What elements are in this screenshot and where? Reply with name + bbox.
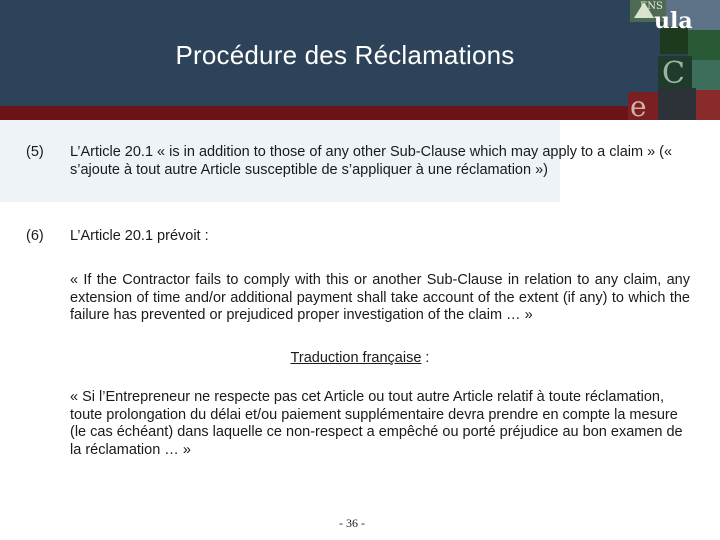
- logo-tile: [692, 60, 720, 90]
- logo-mark: e: [630, 90, 647, 123]
- translation-heading: [0, 350, 720, 366]
- logo-mark: ula: [654, 8, 693, 34]
- item-number: (5): [26, 144, 44, 160]
- item-number: (6): [26, 228, 44, 244]
- logo-tile: [696, 90, 720, 120]
- item-text: L’Article 20.1 prévoit :: [70, 228, 209, 244]
- logo-tile: [658, 88, 696, 120]
- translation-label: Traduction française: [290, 350, 422, 366]
- logo-mosaic: [628, 0, 720, 123]
- quote-french: « Si l’Entrepreneur ne respecte pas cet Article ou tout autre Article relatif à toute réclamation, toute prolongation du délai et/ou paiement supplémentaire devra prendre en compte la mesure (le cas échéant) dans laquelle ce non-respect a empêché ou porté préjudice au bon examen de la réclamation … »: [70, 389, 683, 458]
- logo-mark: ENS: [640, 1, 663, 12]
- slide-title: Procédure des Réclamations: [175, 40, 515, 70]
- item-text: L’Article 20.1 « is in addition to those of any other Sub-Clause which may apply to a claim » (« s’ajoute à tout autre Article susceptible de s’appliquer à une réclamation »): [70, 144, 673, 178]
- logo-tile: [688, 30, 720, 60]
- translation-suffix: :: [421, 350, 430, 366]
- logo-mark: C: [662, 56, 685, 91]
- header-accent-strip: [0, 106, 720, 120]
- quote-english: « If the Contractor fails to comply with this or another Sub-Clause in relation to any claim, any extension of time and/or additional payment shall take account of the extent (if any) to which the failure has prevented or prejudiced proper investigation of the claim … »: [70, 272, 690, 323]
- page-number: - 36 -: [339, 516, 365, 530]
